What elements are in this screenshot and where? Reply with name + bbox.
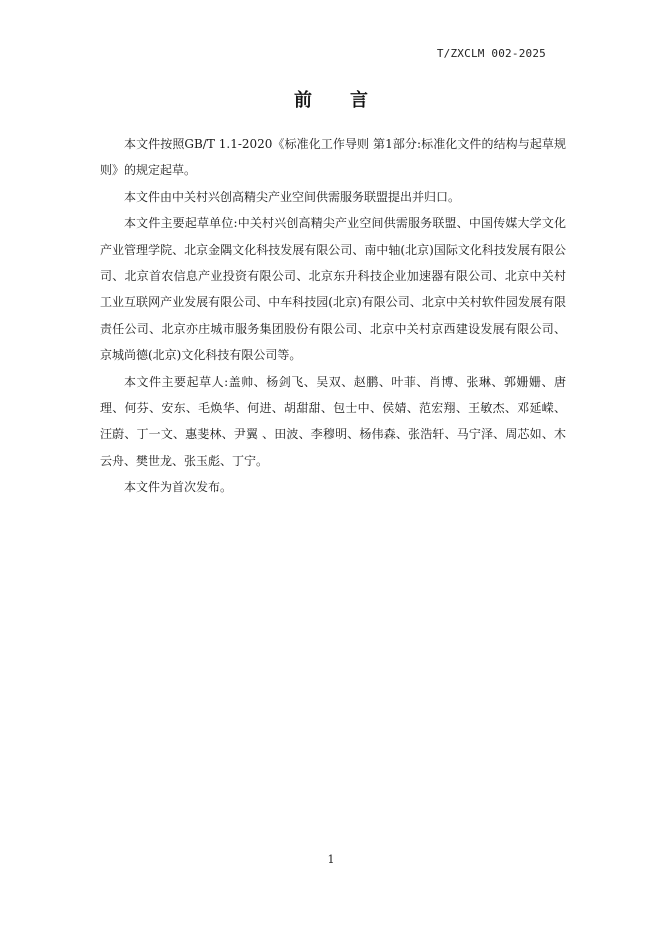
paragraph-first-release: 本文件为首次发布。 xyxy=(124,480,233,495)
paragraph-drafting-basis: 本文件按照GB/T 1.1-2020《标准化工作导则 第1部分:标准化文件的结构与起草规则》的规定起草。 xyxy=(100,137,566,178)
paragraph-proposer: 本文件由中关村兴创高精尖产业空间供需服务联盟提出并归口。 xyxy=(124,189,461,204)
paragraph-drafters: 本文件主要起草人:盖帅、杨剑飞、吴双、赵鹏、叶菲、肖博、张琳、郭姗姗、唐理、何芬、安东、毛焕华、何进、胡甜甜、包士中、侯婧、范宏翔、王敏杰、邓延嵘、汪蔚、丁一文、惠斐林、尹翼 、田波、李穆明、杨伟森、张浩轩、马宁泽、周芯如、木云舟、樊世龙、张玉彪、丁宁。 xyxy=(100,374,566,468)
page-number: 1 xyxy=(327,853,335,866)
page-title xyxy=(0,86,662,112)
paragraph-drafting-units: 本文件主要起草单位:中关村兴创高精尖产业空间供需服务联盟、中国传媒大学文化产业管理学院、北京金隅文化科技发展有限公司、南中轴(北京)国际文化科技发展有限公司、北京首农信息产业投资有限公司、北京东升科技企业加速器有限公司、北京中关村工业互联网产业发展有限公司、中车科技园(北京)有限公司、北京中关村软件园发展有限责任公司、北京亦庄城市服务集团股份有限公司、北京中关村京西建设发展有限公司、京城尚德(北京)文化科技有限公司等。 xyxy=(100,216,566,363)
document-code: T/ZXCLM 002-2025 xyxy=(436,47,546,60)
title-char-2: 言 xyxy=(350,90,368,111)
document-body xyxy=(100,131,566,501)
title-char-1: 前 xyxy=(294,90,312,111)
